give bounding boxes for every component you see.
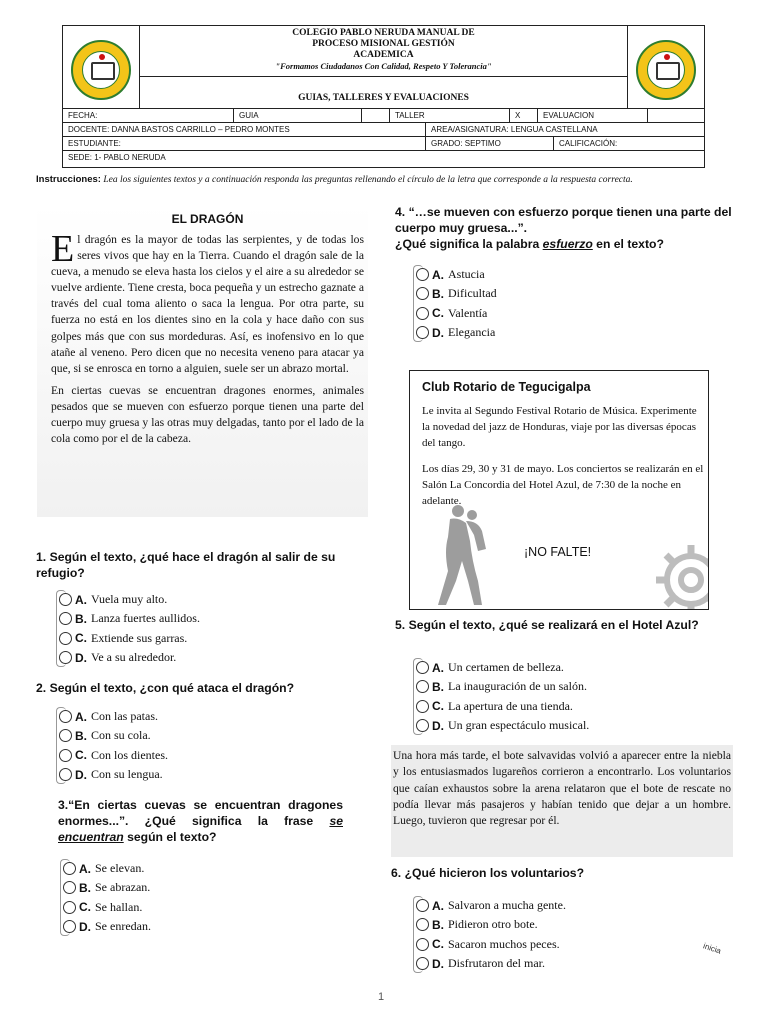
dancers-icon — [428, 501, 498, 609]
question-2 — [36, 680, 371, 696]
question-text: ¿Qué significa la palabra — [395, 237, 543, 251]
school-name-line3: ACADEMICA — [353, 50, 414, 60]
question-6-options — [416, 896, 676, 973]
option-d[interactable] — [59, 648, 319, 667]
option-text: Lanza fuertes aullidos. — [91, 611, 200, 626]
option-letter: A. — [75, 592, 87, 607]
question-emphasis: esfuerzo — [542, 237, 593, 251]
option-letter: D. — [75, 767, 87, 782]
school-seal-icon — [71, 40, 131, 100]
question-emphasis: se encuentran — [58, 814, 343, 844]
answer-bubble[interactable] — [63, 881, 76, 894]
option-text: Sacaron muchos peces. — [448, 936, 560, 951]
header-table — [62, 25, 705, 168]
question-4-options — [416, 265, 676, 342]
option-text: Con su lengua. — [91, 767, 163, 782]
handwritten-note: inicia — [702, 941, 723, 956]
question-3-options — [63, 859, 323, 936]
answer-bubble[interactable] — [416, 307, 429, 320]
option-letter: B. — [432, 679, 444, 694]
option-text: Pidieron otro bote. — [448, 917, 538, 932]
flyer-body — [422, 403, 707, 509]
question-text-end: según el texto? — [123, 830, 217, 844]
page-number: 1 — [378, 991, 385, 1003]
flyer-paragraph-1: Le invita al Segundo Festival Rotario de Música. Experimente la novedad del jazz de Honduras, viaje por las diversas épocas del tango. — [422, 405, 697, 449]
option-b[interactable] — [63, 878, 323, 897]
option-text: Un gran espectáculo musical. — [448, 718, 590, 733]
grado-cell: GRADO: SEPTIMO — [425, 137, 553, 150]
option-d[interactable] — [416, 323, 676, 342]
answer-bubble[interactable] — [63, 901, 76, 914]
question-number: 1. — [36, 550, 47, 564]
answer-bubble[interactable] — [416, 287, 429, 300]
question-3 — [58, 797, 343, 845]
docente-cell: DOCENTE: DANNA BASTOS CARRILLO – PEDRO MONTES — [68, 125, 290, 134]
question-6 — [391, 865, 731, 881]
option-letter: C. — [75, 631, 87, 646]
option-letter: B. — [432, 917, 444, 932]
option-text: Extiende sus garras. — [91, 630, 188, 645]
option-letter: D. — [75, 650, 87, 665]
question-5 — [395, 617, 735, 633]
option-c[interactable] — [416, 935, 676, 954]
question-number: 5. — [395, 618, 406, 632]
passage-paragraph-1-text: l dragón es la mayor de todas las serpientes, y de todas los seres vivos que hay en la Tierra. Cuando el dragón sale de la cueva, a menudo se eleva hasta los cielos y el aire a su alrededor se vuelve ardiente. Tiene cresta, boca pequeña y un estrecho gaznate a través del cual toma aliento o saca la lengua. Por otra parte, su fuerza no está en los dientes sino en la cola y hace daño con sus golpes más que con sus mordeduras. Así, es inofensivo en lo que atañe al veneno. Pero dicen que no necesita veneno para atacar ya que, si se enrosca en torno a alguien, suele ser un abrazo mortal. — [51, 233, 364, 375]
option-text: Se abrazan. — [95, 880, 151, 895]
option-text: La apertura de una tienda. — [448, 698, 573, 713]
school-logo-right — [627, 26, 704, 108]
option-text: Se enredan. — [95, 919, 151, 934]
answer-bubble[interactable] — [416, 326, 429, 339]
question-text: Según el texto, ¿qué hace el dragón al salir de su refugio? — [36, 550, 336, 580]
option-text: Vuela muy alto. — [91, 592, 168, 607]
guia-cell: GUIA — [233, 109, 361, 122]
option-a[interactable] — [59, 590, 319, 609]
option-letter: D. — [432, 956, 444, 971]
flyer-paragraph-2: Los días 29, 30 y 31 de mayo. Los conciertos se realizarán en el Salón La Concordia del Hotel Azul, de 7:30 de la noche en adelante. — [422, 463, 704, 507]
question-text: Según el texto, ¿con qué ataca el dragón? — [49, 681, 295, 695]
option-text: Valentía — [448, 305, 488, 320]
question-2-options — [59, 707, 319, 784]
taller-mark-cell: X — [509, 109, 537, 122]
instructions — [36, 174, 736, 186]
estudiante-cell: ESTUDIANTE: — [68, 139, 121, 148]
header-row-estudiante — [63, 136, 704, 150]
option-d[interactable] — [416, 716, 676, 735]
school-name-line1: COLEGIO PABLO NERUDA MANUAL DE — [292, 28, 475, 38]
answer-bubble[interactable] — [416, 268, 429, 281]
answer-bubble[interactable] — [59, 593, 72, 606]
option-a[interactable] — [416, 896, 676, 915]
passage-title: EL DRAGÓN — [171, 212, 244, 226]
option-text: Con su cola. — [91, 728, 151, 743]
answer-bubble[interactable] — [59, 710, 72, 723]
option-a[interactable] — [416, 658, 676, 677]
fecha-cell: FECHA: — [68, 111, 98, 120]
option-a[interactable] — [416, 265, 676, 284]
option-b[interactable] — [59, 726, 319, 745]
option-text: Astucia — [448, 267, 485, 282]
option-text: Se hallan. — [95, 899, 143, 914]
instructions-text: Lea los siguientes textos y a continuación responda las preguntas rellenando el círculo de la letra que corresponde a la respuesta correcta. — [103, 175, 633, 185]
option-letter: C. — [79, 900, 91, 915]
question-1 — [36, 549, 371, 581]
answer-bubble[interactable] — [59, 632, 72, 645]
sede-cell: SEDE: 1- PABLO NERUDA — [68, 153, 166, 162]
option-letter: A. — [432, 660, 444, 675]
option-letter: B. — [75, 728, 87, 743]
option-b[interactable] — [416, 284, 676, 303]
option-b[interactable] — [59, 609, 319, 628]
option-letter: A. — [432, 898, 444, 913]
question-1-options — [59, 590, 319, 667]
option-text: Salvaron a mucha gente. — [448, 898, 566, 913]
option-c[interactable] — [59, 746, 319, 765]
school-seal-icon — [636, 40, 696, 100]
passage-paragraph-2: En ciertas cuevas se encuentran dragones enormes, animales pesados que se mueven con esfuerzo porque tienen una parte del cuerpo muy gruesa y las otras muy delgadas, tanto por el lado de la cola como por el de la cabeza. — [51, 383, 364, 446]
option-letter: B. — [75, 611, 87, 626]
option-c[interactable] — [416, 304, 676, 323]
answer-bubble[interactable] — [59, 729, 72, 742]
question-text-end: en el texto? — [592, 237, 664, 251]
header-title-block — [140, 26, 627, 108]
option-c[interactable] — [59, 629, 319, 648]
passage-paragraph-1 — [51, 228, 364, 377]
option-letter: C. — [432, 306, 444, 321]
answer-bubble[interactable] — [416, 918, 429, 931]
question-4 — [395, 204, 735, 252]
option-text: La inauguración de un salón. — [448, 679, 587, 694]
option-letter: B. — [79, 880, 91, 895]
rotary-flyer — [409, 370, 709, 610]
answer-bubble[interactable] — [416, 719, 429, 732]
rotary-gear-icon — [654, 543, 709, 610]
flyer-title: Club Rotario de Tegucigalpa — [422, 380, 591, 394]
option-letter: D. — [432, 718, 444, 733]
option-c[interactable] — [416, 697, 676, 716]
question-text: ¿Qué hicieron los voluntarios? — [404, 866, 585, 880]
option-text: Ve a su alrededor. — [91, 650, 177, 665]
question-number: 3. — [58, 798, 69, 812]
reading-passage-lifeboat: Una hora más tarde, el bote salvavidas volvió a aparecer entre la niebla y los entusiasmados lugareños corrieron a encontrarlo. Los voluntarios que caían exhaustos sobre la arena relataron que el bote de rescate no podía llevar más pasajeros y habían tenido que dejar a un hombre. Luego, tuvieron que regresar por él. — [391, 745, 733, 857]
option-text: Se elevan. — [95, 861, 145, 876]
option-b[interactable] — [416, 915, 676, 934]
option-a[interactable] — [59, 707, 319, 726]
header-row-sede — [63, 150, 704, 168]
school-motto: "Formamos Ciudadanos Con Calidad, Respeto Y Tolerancia" — [275, 61, 492, 71]
school-logo-left — [63, 26, 140, 108]
answer-bubble[interactable] — [416, 957, 429, 970]
header-row-docente — [63, 122, 704, 136]
option-text: Disfrutaron del mar. — [448, 956, 545, 971]
answer-bubble[interactable] — [59, 651, 72, 664]
area-cell: AREA/ASIGNATURA: LENGUA CASTELLANA — [425, 123, 705, 136]
option-letter: A. — [432, 267, 444, 282]
document-subtitle: GUIAS, TALLERES Y EVALUACIONES — [140, 76, 627, 108]
reading-passage-dragon — [37, 204, 368, 517]
option-letter: C. — [432, 937, 444, 952]
option-d[interactable] — [63, 917, 323, 936]
question-5-options — [416, 658, 676, 735]
option-c[interactable] — [63, 898, 323, 917]
question-number: 4. — [395, 205, 406, 219]
evaluacion-mark-cell — [647, 109, 705, 122]
question-text: Según el texto, ¿qué se realizará en el Hotel Azul? — [408, 618, 699, 632]
answer-bubble[interactable] — [416, 899, 429, 912]
question-quote: “…se mueven con esfuerzo porque tienen una parte del cuerpo muy gruesa...”. — [395, 205, 732, 235]
answer-bubble[interactable] — [59, 612, 72, 625]
option-text: Un certamen de belleza. — [448, 660, 564, 675]
calificacion-cell: CALIFICACIÓN: — [553, 137, 705, 150]
instructions-label: Instrucciones: — [36, 174, 101, 185]
answer-bubble[interactable] — [63, 920, 76, 933]
option-a[interactable] — [63, 859, 323, 878]
answer-bubble[interactable] — [416, 938, 429, 951]
question-number: 2. — [36, 681, 47, 695]
option-b[interactable] — [416, 677, 676, 696]
answer-bubble[interactable] — [59, 749, 72, 762]
question-text: “En ciertas cuevas se encuentran dragones enormes...”. ¿Qué significa la frase — [58, 798, 343, 828]
option-letter: D. — [79, 919, 91, 934]
school-name-line2: PROCESO MISIONAL GESTIÓN — [312, 39, 455, 49]
option-d[interactable] — [59, 765, 319, 784]
flyer-slogan: ¡NO FALTE! — [524, 545, 592, 559]
option-text: Dificultad — [448, 286, 497, 301]
option-d[interactable] — [416, 954, 676, 973]
answer-bubble[interactable] — [59, 768, 72, 781]
option-text: Con los dientes. — [91, 747, 168, 762]
question-number: 6. — [391, 866, 402, 880]
answer-bubble[interactable] — [416, 661, 429, 674]
option-letter: A. — [79, 861, 91, 876]
option-letter: A. — [75, 709, 87, 724]
header-row-type — [63, 108, 704, 122]
evaluacion-cell: EVALUACION — [537, 109, 647, 122]
taller-cell: TALLER — [389, 109, 509, 122]
option-letter: B. — [432, 286, 444, 301]
answer-bubble[interactable] — [416, 680, 429, 693]
answer-bubble[interactable] — [416, 700, 429, 713]
guia-mark-cell — [361, 109, 389, 122]
option-letter: D. — [432, 325, 444, 340]
option-letter: C. — [432, 699, 444, 714]
option-letter: C. — [75, 748, 87, 763]
option-text: Con las patas. — [91, 709, 158, 724]
answer-bubble[interactable] — [63, 862, 76, 875]
drop-cap: E — [51, 228, 75, 270]
option-text: Elegancia — [448, 325, 496, 340]
